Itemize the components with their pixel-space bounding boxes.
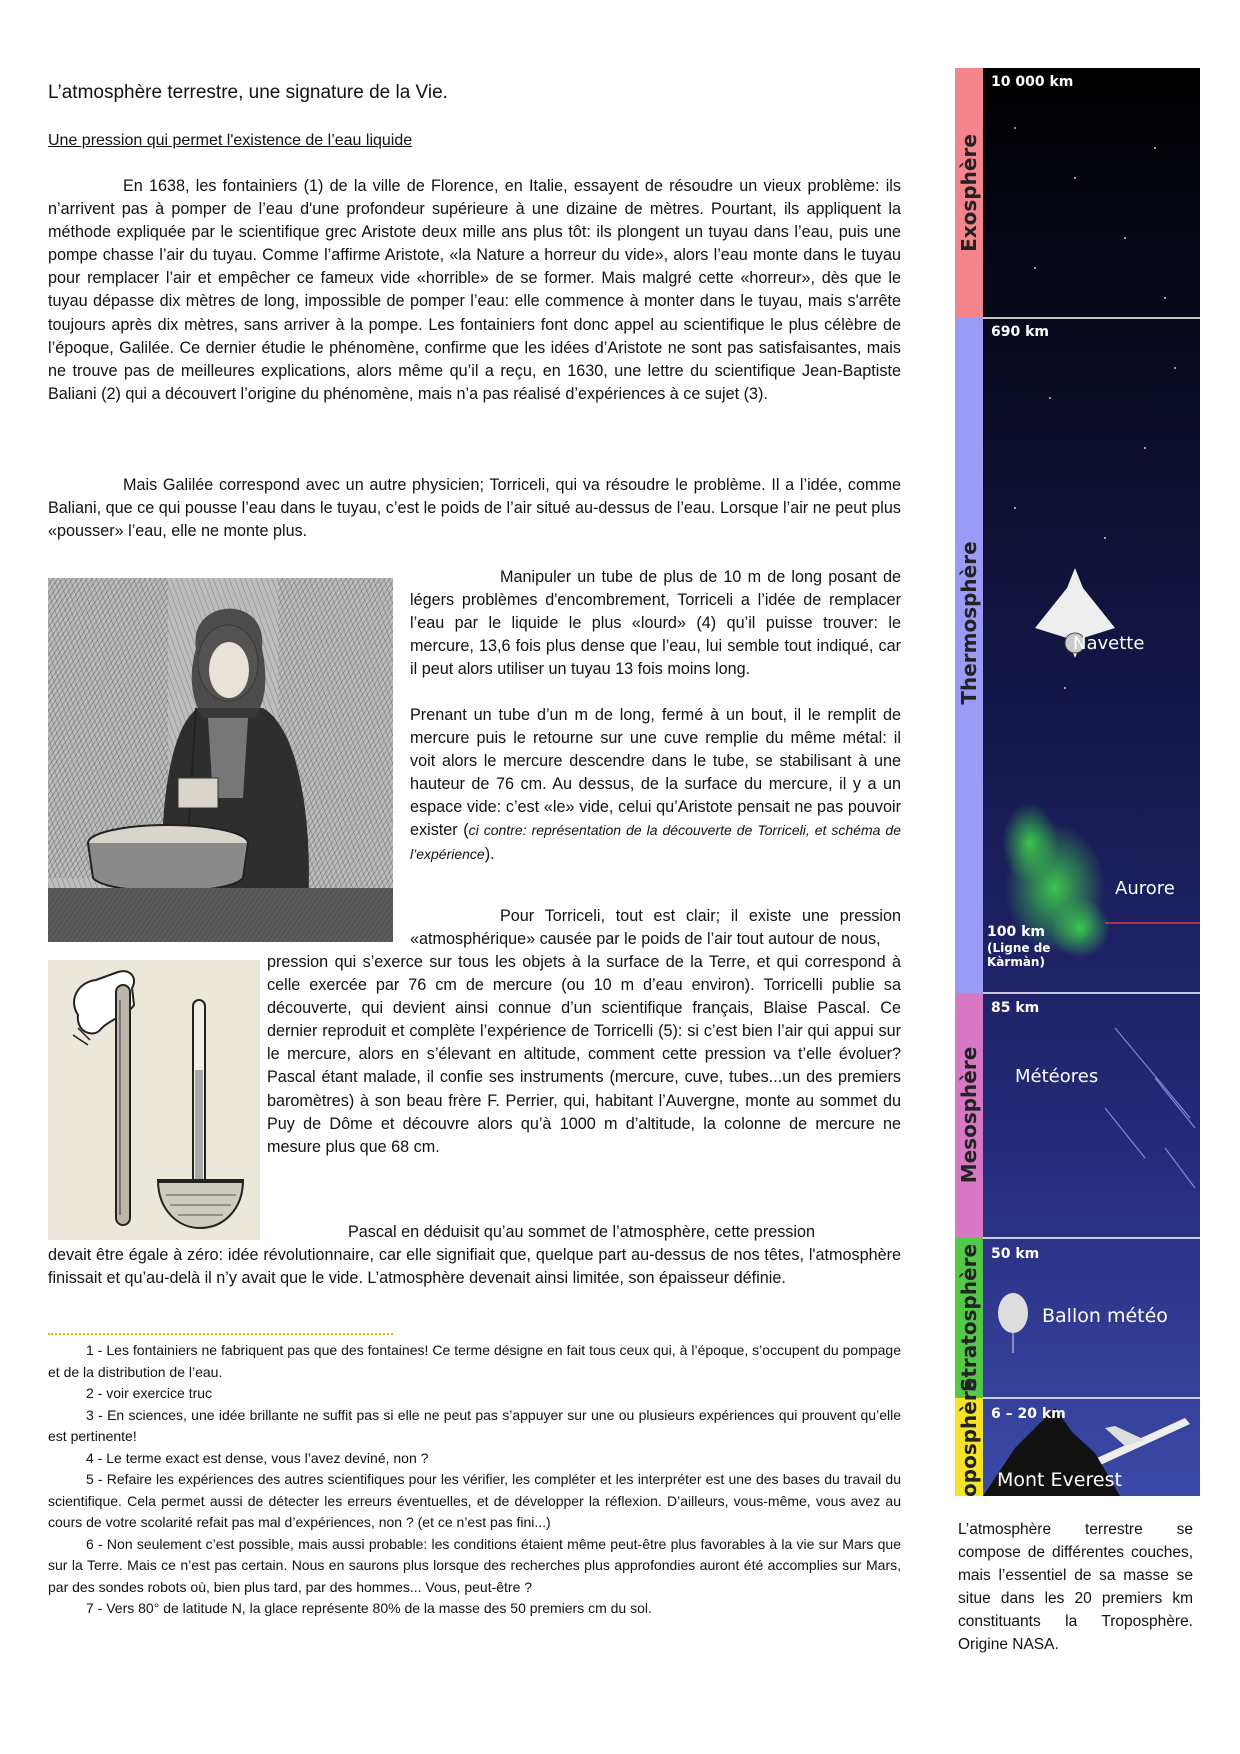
mesosphere-label: Mesosphère bbox=[957, 1046, 981, 1184]
footnote-1: 1 - Les fontainiers ne fabriquent pas que des fontaines! Ce terme désigne en fait tous ceux qui, à l’époque, s’occupent du pompage et de la distribution de l’eau. bbox=[48, 1342, 901, 1380]
torricelli-engraving bbox=[48, 578, 393, 942]
footnote-3: 3 - En sciences, une idée brillante ne suffit pas si elle ne peut pas s’appuyer sur une ou plusieurs expériences qui prouvent qu’elle est pertinente! bbox=[48, 1406, 901, 1444]
thermosphere-label: Thermosphère bbox=[957, 541, 981, 705]
section-subtitle: Une pression qui permet l'existence de l’eau liquide bbox=[48, 132, 413, 149]
altitude-690: 690 km bbox=[991, 324, 1049, 340]
paragraph-torriceli: Mais Galilée correspond avec un autre physicien; Torriceli, qui va résoudre le problème. Il a l’idée, comme Baliani, que ce qui pousse l’eau dans le tuyau, c’est le poids de l’air situé au-dessus de l’eau. Lorsque l’air ne peut plus «pousser» l’eau, elle ne monte plus. bbox=[48, 476, 901, 541]
exosphere-label: Exosphère bbox=[957, 134, 981, 252]
figure-caption: L’atmosphère terrestre se compose de différentes couches, mais l’essentiel de sa masse se situe dans les 20 premiers km constituants la Troposphère. Origine NASA. bbox=[958, 1521, 1193, 1653]
ballon-label: Ballon météo bbox=[1042, 1305, 1168, 1327]
footnote-4: 4 - Le terme exact est dense, vous l’avez deviné, non ? bbox=[86, 1449, 429, 1466]
altitude-50: 50 km bbox=[991, 1246, 1040, 1262]
altitude-10000: 10 000 km bbox=[991, 74, 1074, 90]
karman-line-2: Kàrmàn) bbox=[987, 955, 1045, 969]
paragraph-conclusion: Pascal en déduisit qu’au sommet de l’atmosphère, cette pression devait être égale à zéro: idée révolutionnaire, car elle signifiait que, quelque part au-dessus de nos têtes, l'atmosphère finissait et qu’au-delà il n’y avait que le vide. L’atmosphère devenait ainsi limitée, son épaisseur définie. bbox=[48, 1223, 901, 1288]
paragraph-experience: Prenant un tube d’un m de long, fermé à un bout, il le remplit de mercure puis le retourne sur une cuve remplie du même métal: il voit alors le mercure descendre dans le tube, se stabilisant à une hauteur de 76 cm. Au dessus, de la surface du mercure, il y a un espace vide: c’est «le» vide, celui qu’Aristote pensait ne pas pouvoir exister (ci contre: représentation de la découverte de Torriceli, et schéma de l’expérience). bbox=[410, 706, 901, 863]
paragraph-pression-start: Pour Torriceli, tout est clair; il existe une pression «atmosphérique» causée par le poids de l’air tout autour de nous, bbox=[410, 907, 901, 949]
footnote-7: 7 - Vers 80° de latitude N, la glace représente 80% de la masse des 50 premiers cm du sol. bbox=[86, 1600, 652, 1616]
altitude-6-20: 6 – 20 km bbox=[991, 1406, 1066, 1422]
troposphere-label: Troposphère bbox=[957, 1377, 981, 1496]
footnote-5: 5 - Refaire les expériences des autres scientifiques pour les vérifier, les compléter et les interpréter est une des bases du travail du scientifique. Cela permet aussi de détecter les erreurs éventuelles, et de développer la réflexion. D’ailleurs, vous-même, vous avez au cours de votre scolarité refait pas mal d’expériences, non ? (et ce n’est pas fini...) bbox=[48, 1471, 901, 1530]
stratosphere-label: Stratosphère bbox=[957, 1243, 981, 1393]
meteores-label: Météores bbox=[1015, 1066, 1099, 1087]
karman-line-1: (Ligne de bbox=[987, 941, 1051, 955]
barometer-diagram bbox=[48, 960, 260, 1240]
everest-label: Mont Everest bbox=[997, 1469, 1122, 1491]
figure-reference: ci contre: représentation de la découverte de Torriceli, et schéma de l’expérience bbox=[410, 822, 901, 862]
altitude-100: 100 km bbox=[987, 924, 1045, 940]
altitude-85: 85 km bbox=[991, 1000, 1040, 1016]
paragraph-mercure: Manipuler un tube de plus de 10 m de long posant de légers problèmes d'encombrement, Torriceli a l’idée de remplacer l’eau par le liquide le plus «lourd» (4) qu’il puisse trouver: le mercure, 13,6 fois plus dense que l’eau, lui semble tout indiqué, car il peut alors utiliser un tuyau 13 fois moins long. bbox=[410, 568, 901, 679]
paragraph-pascal: pression qui s’exerce sur tous les objets à la surface de la Terre, et qui correspond à celle exercée par 76 cm de mercure (ou 10 m d’eau environ). Torricelli publie sa découverte, qui devient ainsi connue d’un scientifique français, Blaise Pascal. Ce dernier reproduit et complète l’expérience de Torricelli (5): si c’est bien l’air qui appui sur le mercure, alors en s’élevant en altitude, comment cette pression va t’elle évoluer? Pascal étant malade, il confie ses instruments (mercure, cuve, tubes...un des premiers baromètres) à son beau frère F. Perrier, qui, habitant l’Auvergne, monte au sommet du Puy de Dôme et découvre alors qu’à 1000 m d’altitude, la colonne de mercure ne mesure plus que 68 cm. bbox=[267, 953, 901, 1156]
aurore-label: Aurore bbox=[1115, 878, 1175, 899]
page-title: L’atmosphère terrestre, une signature de la Vie. bbox=[48, 82, 448, 103]
footnotes bbox=[48, 1340, 901, 1620]
paragraph-fontainiers: En 1638, les fontainiers (1) de la ville de Florence, en Italie, essayent de résoudre un vieux problème: ils n’arrivent pas à pomper de l’eau d'une profondeur supérieure à une dizaine de mètres. Pourtant, ils appliquent la méthode expliquée par le scientifique grec Aristote deux mille ans plus tôt: ils plongent un tuyau dans l’eau, puis une pompe chasse l’air du tuyau. Comme l’affirme Aristote, «la Nature a horreur du vide», alors l’eau monte dans le tuyau pour remplacer l’air et empêcher ce fameux vide «horrible» de se former. Mais malgré cette «horreur», dès que le tuyau dépasse dix mètres de long, impossible de pomper l’eau: elle commence à monter dans le tuyau, mais s'arrête toujours après dix mètres, sans arriver à la pompe. Les fontainiers font donc appel au scientifique le plus célèbre de l’époque, Galilée. Ce dernier étudie le phénomène, confirme que les idées d’Aristote ne sont pas satisfaisantes, mais ne trouve pas de meilleures explications, alors même qu’il a reçu, en 1630, une lettre du scientifique Jean-Baptiste Baliani (2) qui a découvert l’origine du phénomène, mais n’a pas réalisé d’expériences à ce sujet (3). bbox=[48, 177, 901, 403]
atmosphere-layers-diagram bbox=[955, 68, 1200, 1496]
footnote-2: 2 - voir exercice truc bbox=[86, 1385, 213, 1401]
footnote-6: 6 - Non seulement c’est possible, mais aussi probable: les conditions étaient même peut-être plus favorables à la vie sur Mars que sur la Terre. Mais ce n’est pas certain. Nous en saurons plus lorsque des recherches plus approfondies auront été accomplies sur Mars, par des sondes robots où, bien plus tard, par des hommes... Vous, peut-être ? bbox=[48, 1535, 901, 1595]
navette-label: Navette bbox=[1073, 633, 1145, 654]
footnote-divider bbox=[48, 1333, 393, 1335]
